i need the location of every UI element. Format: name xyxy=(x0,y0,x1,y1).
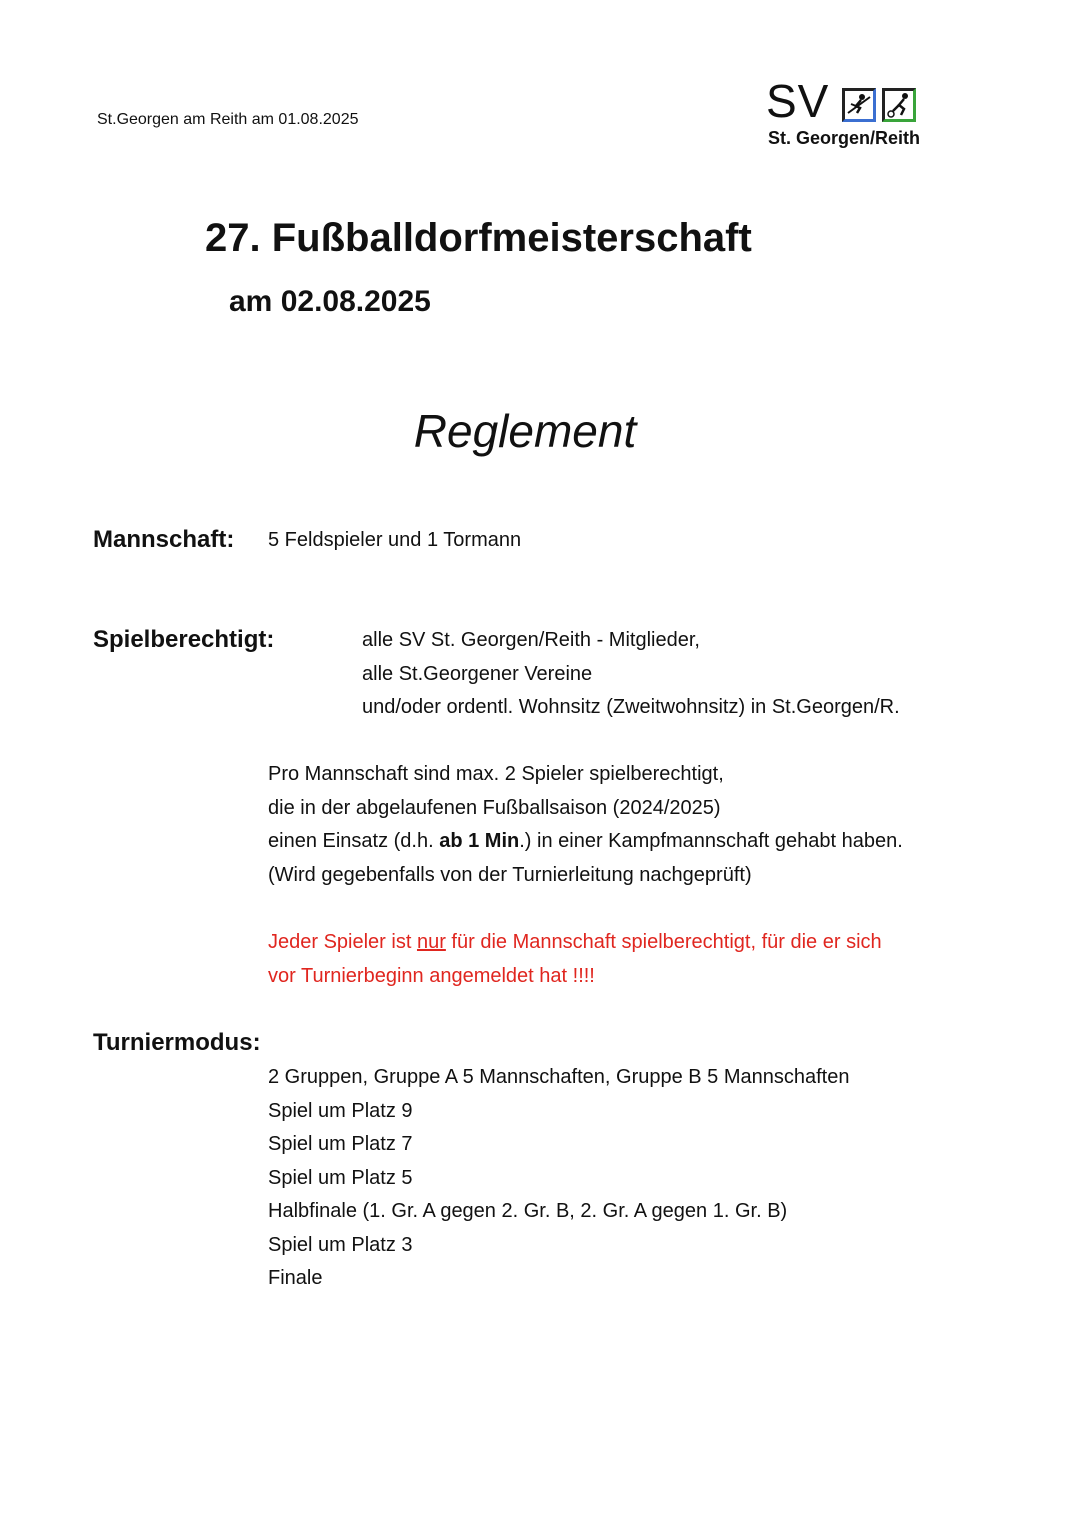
rule-emphasis: ab 1 Min xyxy=(439,830,520,852)
rule-text: einen Einsatz (d.h. xyxy=(268,830,440,852)
skier-icon xyxy=(842,88,876,122)
player-rule xyxy=(268,758,903,892)
club-logo xyxy=(766,75,936,154)
mode-line: Halbfinale (1. Gr. A gegen 2. Gr. B, 2. Gr. A gegen 1. Gr. B) xyxy=(268,1200,788,1222)
football-player-icon xyxy=(882,88,916,122)
mannschaft-text: 5 Feldspieler und 1 Tormann xyxy=(268,529,522,551)
eligibility-line: und/oder ordentl. Wohnsitz (Zweitwohnsitz) in St.Georgen/R. xyxy=(362,696,900,718)
mannschaft-label: Mannschaft: xyxy=(93,526,235,553)
warning-notice xyxy=(268,926,882,993)
spielberechtigt-label: Spielberechtigt: xyxy=(93,626,275,653)
eligibility-list xyxy=(362,624,900,725)
rule-text: .) in einer Kampfmannschaft gehabt haben. xyxy=(519,830,903,852)
page-title: 27. Fußballdorfmeisterschaft xyxy=(205,216,752,260)
rule-line xyxy=(268,825,903,859)
mode-line: Finale xyxy=(268,1267,323,1289)
rule-line: die in der abgelaufenen Fußballsaison (2024/2025) xyxy=(268,796,721,819)
eligibility-line: alle St.Georgener Vereine xyxy=(362,662,593,685)
logo-subtitle: St. Georgen/Reith xyxy=(768,128,921,148)
rule-line: (Wird gegebenfalls von der Turnierleitung nachgeprüft) xyxy=(268,863,752,886)
mode-line: Spiel um Platz 5 xyxy=(268,1166,413,1189)
eligibility-line: alle SV St. Georgen/Reith - Mitglieder, xyxy=(362,629,700,651)
rule-line: Pro Mannschaft sind max. 2 Spieler spielberechtigt, xyxy=(268,763,724,785)
mode-line: Spiel um Platz 7 xyxy=(268,1133,413,1155)
warning-underlined: nur xyxy=(416,931,446,953)
warning-text: für die Mannschaft spielberechtigt, für die er sich xyxy=(445,931,882,953)
logo-sv-text: SV xyxy=(766,75,830,127)
event-date: am 02.08.2025 xyxy=(229,285,431,318)
turniermodus-label: Turniermodus: xyxy=(93,1029,261,1056)
date-line: St.Georgen am Reith am 01.08.2025 xyxy=(97,111,359,128)
warning-line: vor Turnierbeginn angemeldet hat !!!! xyxy=(268,964,595,987)
tournament-mode-list xyxy=(268,1061,849,1296)
mode-line: 2 Gruppen, Gruppe A 5 Mannschaften, Gruppe B 5 Mannschaften xyxy=(268,1066,850,1088)
warning-text: Jeder Spieler ist xyxy=(268,931,417,953)
mode-line: Spiel um Platz 9 xyxy=(268,1099,413,1122)
warning-line xyxy=(268,926,882,960)
section-heading: Reglement xyxy=(413,405,637,457)
mode-line: Spiel um Platz 3 xyxy=(268,1233,413,1256)
